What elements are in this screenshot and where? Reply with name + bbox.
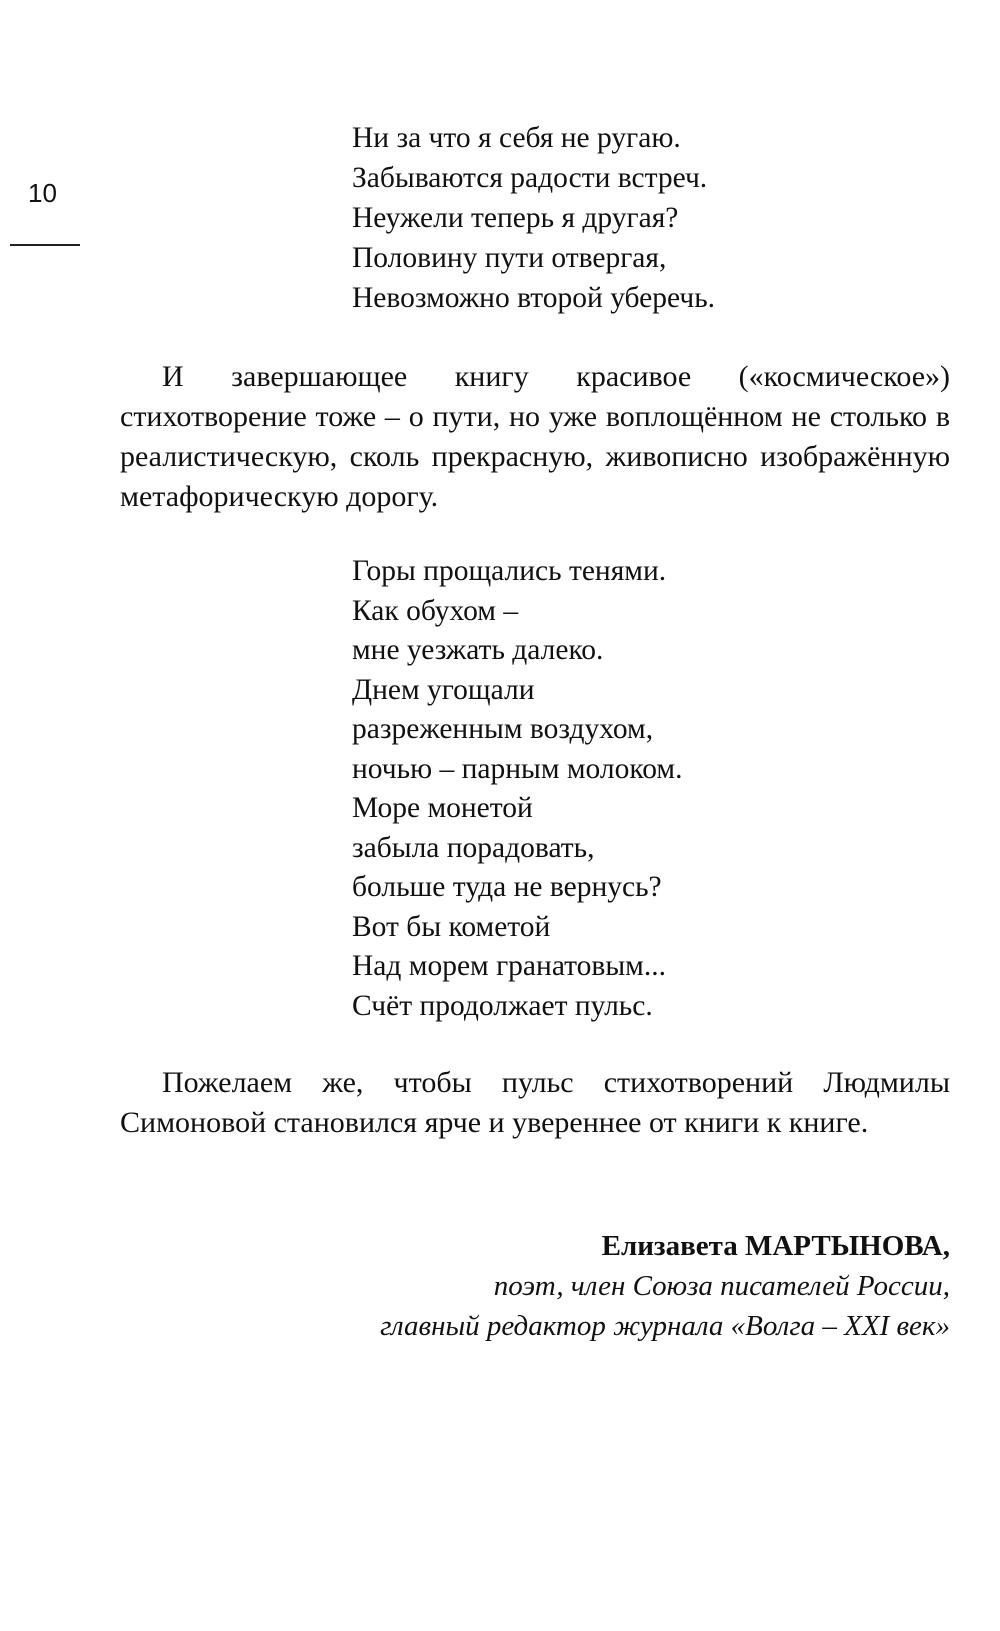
poem-line: Как обухом – bbox=[352, 594, 519, 627]
poem-line: больше туда не вернусь? bbox=[352, 871, 662, 903]
author-name: Елизавета МАРТЫНОВА, bbox=[601, 1230, 950, 1262]
signature-block bbox=[380, 1226, 950, 1346]
poem-line: Неужели теперь я другая? bbox=[352, 202, 679, 234]
page-number-rule bbox=[10, 244, 80, 246]
poem-line: забыла порадовать, bbox=[352, 831, 595, 864]
poem-line: Счёт продолжает пульс. bbox=[352, 989, 653, 1022]
poem-line: Горы прощались тенями. bbox=[352, 555, 667, 587]
author-role: поэт, член Союза писателей России, bbox=[493, 1270, 950, 1302]
author-position: главный редактор журнала «Волга – XXI век» bbox=[380, 1310, 950, 1342]
poem-line: мне уезжать далеко. bbox=[352, 634, 604, 666]
poem-line: Невозможно второй уберечь. bbox=[352, 282, 716, 314]
poem-line: Днем угощали bbox=[352, 673, 535, 706]
poem-stanza-2 bbox=[352, 552, 682, 1026]
paragraph-1: И завершающее книгу красивое («космическое») стихотворение тоже – о пути, но уже воплощённом не столько в реалистическую, сколь прекрасную, живописно изображённую метафорическую дорогу. bbox=[120, 360, 950, 513]
poem-line: Половину пути отвергая, bbox=[352, 242, 667, 274]
poem-line: Вот бы кометой bbox=[352, 910, 551, 943]
poem-line: Забываются радости встреч. bbox=[352, 162, 708, 194]
poem-line: Море монетой bbox=[352, 792, 533, 824]
poem-line: разреженным воздухом, bbox=[352, 713, 654, 745]
page-number: 10 bbox=[28, 178, 57, 208]
paragraph-2: Пожелаем же, чтобы пульс стихотворений Людмилы Симоновой становился ярче и увереннее от книги к книге. bbox=[120, 1066, 950, 1139]
poem-line: ночью – парным молоком. bbox=[352, 752, 683, 785]
poem-stanza-1 bbox=[352, 118, 715, 318]
poem-line: Ни за что я себя не ругаю. bbox=[352, 122, 681, 154]
poem-line: Над морем гранатовым... bbox=[352, 950, 666, 982]
